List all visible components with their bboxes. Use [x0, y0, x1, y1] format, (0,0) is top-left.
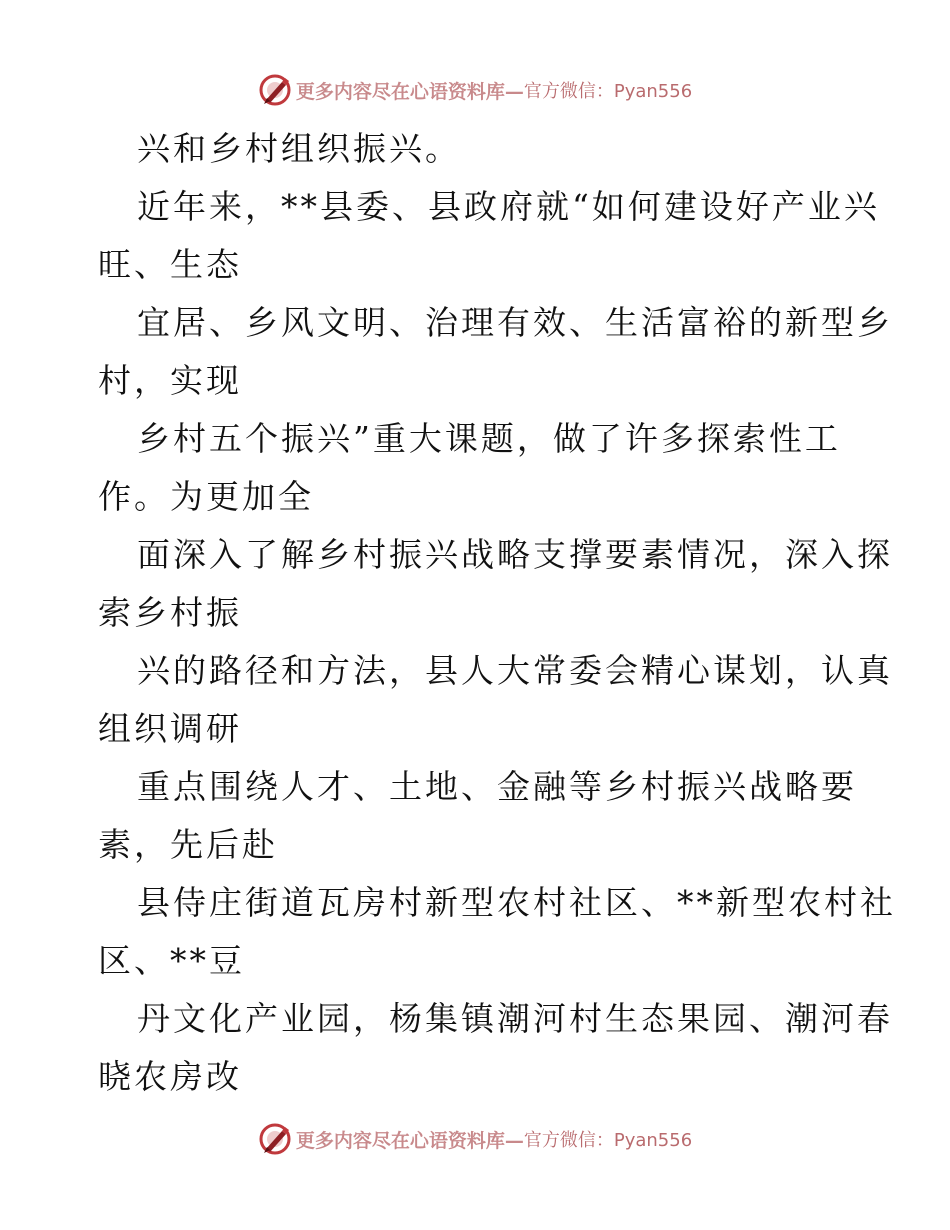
body-text-line: 面深入了解乡村振兴战略支撑要素情况，深入探 — [137, 535, 893, 574]
body-text-line: 重点围绕人才、土地、金融等乡村振兴战略要 — [137, 767, 857, 806]
header-banner-wechat: 官方微信：Pyan556 — [523, 81, 693, 102]
body-text-line: 旺、生态 — [98, 245, 242, 284]
document-body — [98, 120, 896, 1106]
body-text-line: 兴的路径和方法，县人大常委会精心谋划，认真 — [137, 651, 893, 690]
body-text-line: 乡村五个振兴”重大课题，做了许多探索性工 — [137, 419, 841, 458]
header-banner-text: 更多内容尽在心语资料库— — [295, 80, 524, 103]
footer-banner-text: 更多内容尽在心语资料库— — [295, 1129, 524, 1152]
body-text-line: 近年来，**县委、县政府就“如何建设好产业兴 — [137, 187, 880, 226]
pen-seal-logo-icon — [258, 73, 292, 107]
body-text-line: 素，先后赴 — [98, 825, 278, 864]
body-text-line: 组织调研 — [98, 709, 242, 748]
footer-banner — [0, 1119, 950, 1159]
body-text-line: 宜居、乡风文明、治理有效、生活富裕的新型乡 — [137, 303, 893, 342]
body-text-line: 区、**豆 — [98, 941, 245, 980]
body-text-line: 索乡村振 — [98, 593, 242, 632]
body-text-line: 村，实现 — [98, 361, 242, 400]
body-text-line: 晓农房改 — [98, 1057, 242, 1096]
footer-banner-wechat: 官方微信：Pyan556 — [523, 1130, 693, 1151]
pen-seal-logo-icon — [258, 1122, 292, 1156]
header-banner — [0, 70, 950, 110]
body-text-line: 兴和乡村组织振兴。 — [137, 129, 461, 168]
body-text-line: 作。为更加全 — [98, 477, 314, 516]
body-text-line: 丹文化产业园，杨集镇潮河村生态果园、潮河春 — [137, 999, 893, 1038]
body-text-line: 县侍庄街道瓦房村新型农村社区、**新型农村社 — [137, 883, 896, 922]
